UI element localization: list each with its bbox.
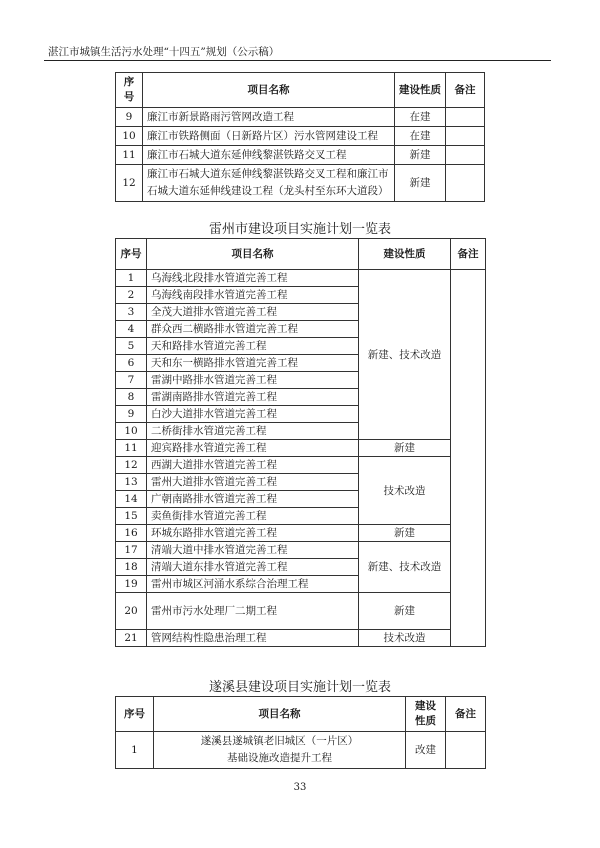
row-no: 4 [116, 321, 147, 338]
nature-group: 新建、技术改造 [359, 270, 451, 440]
table-header-row [116, 73, 485, 108]
col-header-no: 序号 [116, 239, 147, 270]
row-no: 8 [116, 389, 147, 406]
row-name: 天和东一横路排水管道完善工程 [147, 355, 359, 372]
running-header: 湛江市城镇生活污水处理“十四五”规划（公示稿） [48, 46, 280, 58]
row-no: 20 [116, 593, 147, 630]
row-no: 13 [116, 474, 147, 491]
row-no: 2 [116, 287, 147, 304]
row-name: 廉江市铁路侧面（日新路片区）污水管网建设工程 [143, 127, 395, 146]
nature-group: 技术改造 [359, 457, 451, 525]
suixi-projects-table [115, 696, 486, 769]
leizhou-projects-table [115, 238, 486, 647]
table-row [116, 440, 486, 457]
table-row [116, 630, 486, 647]
row-name: 广朝南路排水管道完善工程 [147, 491, 359, 508]
row-name: 迎宾路排水管道完善工程 [147, 440, 359, 457]
leizhou-table-title: 雷州市建设项目实施计划一览表 [208, 222, 391, 237]
col-header-nature: 建设性质 [395, 73, 446, 108]
row-nature: 新建 [395, 165, 446, 202]
row-no: 10 [116, 127, 143, 146]
col-header-no: 序号 [116, 73, 143, 108]
row-name: 天和路排水管道完善工程 [147, 338, 359, 355]
col-header-nature: 建设性质 [359, 239, 451, 270]
row-nature: 新建 [395, 146, 446, 165]
row-no: 3 [116, 304, 147, 321]
row-remark [446, 165, 485, 202]
lianjiang-projects-table [115, 72, 485, 202]
row-no: 1 [116, 732, 154, 769]
row-no: 9 [116, 108, 143, 127]
row-no: 7 [116, 372, 147, 389]
row-name: 乌海线南段排水管道完善工程 [147, 287, 359, 304]
table-row [116, 270, 486, 287]
col-header-name: 项目名称 [147, 239, 359, 270]
col-header-name: 项目名称 [143, 73, 395, 108]
row-no: 6 [116, 355, 147, 372]
row-no: 12 [116, 457, 147, 474]
row-no: 14 [116, 491, 147, 508]
row-name [154, 732, 406, 769]
row-no: 1 [116, 270, 147, 287]
row-name: 雷湖中路排水管道完善工程 [147, 372, 359, 389]
table-row [116, 457, 486, 474]
table-row [116, 542, 486, 559]
row-name: 廉江市石城大道东延伸线黎湛铁路交叉工程 [143, 146, 395, 165]
row-name: 清端大道中排水管道完善工程 [147, 542, 359, 559]
row-no: 16 [116, 525, 147, 542]
row-no: 5 [116, 338, 147, 355]
row-name: 全茂大道排水管道完善工程 [147, 304, 359, 321]
col-header-remark: 备注 [451, 239, 486, 270]
col-header-no: 序号 [116, 697, 154, 732]
row-name-line1: 遂溪县遂城镇老旧城区（一片区） [200, 735, 359, 747]
row-no: 9 [116, 406, 147, 423]
header-rule [44, 60, 551, 61]
row-name: 廉江市石城大道东延伸线黎湛铁路交叉工程和廉江市石城大道东延伸线建设工程（龙头村至东环大道段） [143, 165, 395, 202]
row-name: 环城东路排水管道完善工程 [147, 525, 359, 542]
row-name: 乌海线北段排水管道完善工程 [147, 270, 359, 287]
nature-group: 新建 [359, 525, 451, 542]
row-name-line2: 基础设施改造提升工程 [227, 752, 332, 764]
nature-group: 新建、技术改造 [359, 542, 451, 593]
row-no: 15 [116, 508, 147, 525]
row-no: 19 [116, 576, 147, 593]
table-row [116, 108, 485, 127]
col-header-remark: 备注 [446, 73, 485, 108]
col-header-remark: 备注 [446, 697, 486, 732]
table-header-row [116, 697, 486, 732]
row-name: 清端大道东排水管道完善工程 [147, 559, 359, 576]
row-remark [446, 732, 486, 769]
nature-group: 新建 [359, 593, 451, 630]
row-nature: 改建 [406, 732, 446, 769]
row-no: 18 [116, 559, 147, 576]
row-name: 雷湖南路排水管道完善工程 [147, 389, 359, 406]
table-row [116, 593, 486, 630]
nature-group: 技术改造 [359, 630, 451, 647]
remark-cell [451, 270, 486, 647]
row-no: 11 [116, 440, 147, 457]
row-no: 21 [116, 630, 147, 647]
row-no: 11 [116, 146, 143, 165]
row-name: 雷州市城区河涌水系综合治理工程 [147, 576, 359, 593]
col-header-nature: 建设性质 [406, 697, 446, 732]
nature-group: 新建 [359, 440, 451, 457]
col-header-name: 项目名称 [154, 697, 406, 732]
row-name: 管网结构性隐患治理工程 [147, 630, 359, 647]
table-row [116, 525, 486, 542]
row-name: 西湖大道排水管道完善工程 [147, 457, 359, 474]
row-name: 卖鱼街排水管道完善工程 [147, 508, 359, 525]
row-remark [446, 146, 485, 165]
row-remark [446, 127, 485, 146]
table-row [116, 165, 485, 202]
row-name: 雷州市污水处理厂二期工程 [147, 593, 359, 630]
row-name: 廉江市新景路雨污管网改造工程 [143, 108, 395, 127]
table-row [116, 127, 485, 146]
row-name: 群众西二横路排水管道完善工程 [147, 321, 359, 338]
row-no: 10 [116, 423, 147, 440]
row-name: 白沙大道排水管道完善工程 [147, 406, 359, 423]
row-nature: 在建 [395, 127, 446, 146]
suixi-table-title: 遂溪县建设项目实施计划一览表 [208, 680, 391, 695]
table-row [116, 146, 485, 165]
row-no: 17 [116, 542, 147, 559]
table-header-row [116, 239, 486, 270]
table-row [116, 732, 486, 769]
row-remark [446, 108, 485, 127]
row-name: 雷州大道排水管道完善工程 [147, 474, 359, 491]
row-name: 二桥街排水管道完善工程 [147, 423, 359, 440]
row-no: 12 [116, 165, 143, 202]
page-number: 33 [293, 782, 307, 793]
row-nature: 在建 [395, 108, 446, 127]
